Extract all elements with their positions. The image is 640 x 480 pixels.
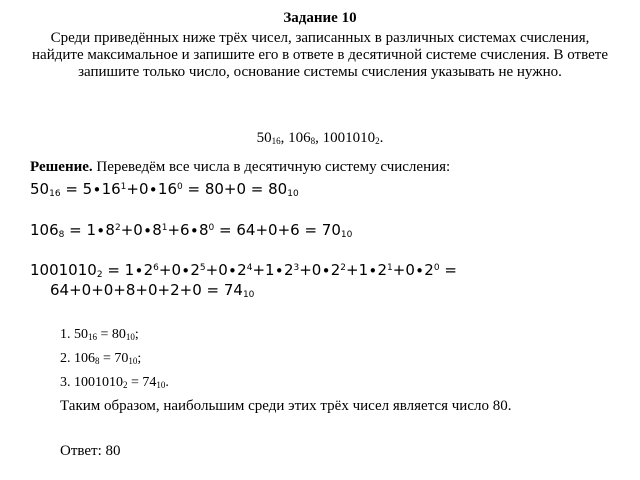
calc-text: +0∙2 [392, 261, 434, 279]
result-sub: 10 [128, 356, 138, 366]
calc-text: +6∙8 [167, 221, 209, 239]
calc-sup: 3 [293, 263, 300, 273]
calc-line-3-continued [50, 281, 254, 300]
calc-sub: 10 [340, 230, 353, 240]
calc-text: +1∙2 [252, 261, 294, 279]
calc-text: +0∙2 [299, 261, 341, 279]
calc-sup: 1 [387, 263, 393, 273]
result-text: ; [137, 351, 142, 366]
result-text: 2. 106 [60, 351, 95, 366]
calc-text: +0∙2 [205, 261, 247, 279]
calc-sup: 4 [246, 263, 253, 273]
result-sub: 2 [123, 380, 128, 390]
calc-line-2 [30, 221, 352, 240]
calc-line-1 [30, 180, 299, 199]
calc-text: = [439, 261, 457, 279]
calc-text: 64+0+0+8+0+2+0 = 74 [50, 281, 243, 299]
calc-sup: 6 [153, 263, 159, 273]
calc-sub: 2 [96, 270, 103, 280]
task-statement: Среди приведённых ниже трёх чисел, записанных в различных системах счисления, найдите максимальное и запишите его в ответе в десятичной системе счисления. В ответе запишите только число, основание системы счисления указывать не нужно. [32, 30, 608, 80]
number-2: 106 [288, 130, 311, 146]
calc-sup: 5 [199, 263, 206, 273]
calc-sup: 2 [114, 223, 121, 233]
calc-text: +0∙8 [120, 221, 162, 239]
result-text: = 80 [97, 327, 126, 342]
calc-text: = 5∙16 [60, 180, 121, 198]
conclusion: Таким образом, наибольшим среди этих трёх чисел является число 80. [60, 398, 512, 414]
result-text: 1. 50 [60, 327, 88, 342]
result-sub: 8 [95, 356, 100, 366]
calc-text: 1001010 [30, 261, 97, 279]
solution-label: Решение. [30, 159, 93, 175]
calc-text: = 80+0 = 80 [182, 180, 288, 198]
result-2 [60, 351, 141, 367]
result-sub: 10 [125, 332, 135, 342]
calc-text: = 1∙2 [102, 261, 154, 279]
number-1: 50 [256, 130, 272, 146]
result-text: 3. 1001010 [60, 375, 123, 390]
number-3: 1001010 [322, 130, 376, 146]
calc-text: +1∙2 [346, 261, 388, 279]
calc-sub: 8 [58, 230, 65, 240]
calc-text: +0∙16 [126, 180, 177, 198]
calc-sub: 10 [287, 189, 299, 199]
result-1 [60, 327, 139, 343]
calc-sup: 0 [177, 182, 183, 192]
separator: , [280, 130, 289, 146]
result-3 [60, 375, 169, 391]
given-numbers [0, 130, 640, 147]
calc-sup: 2 [340, 263, 346, 273]
period: . [379, 130, 384, 146]
calc-sub: 10 [242, 290, 255, 300]
number-3-base: 2 [375, 136, 380, 146]
separator: , [315, 130, 323, 146]
solution-intro: Переведём все числа в десятичную систему счисления: [92, 159, 451, 175]
solution-heading [30, 159, 450, 176]
calc-sup: 1 [161, 223, 168, 233]
result-sub: 10 [156, 380, 166, 390]
calc-text: = 1∙8 [64, 221, 115, 239]
calc-text: +0∙2 [158, 261, 200, 279]
result-text: = 70 [99, 351, 129, 366]
result-text: ; [134, 327, 139, 342]
calc-text: 50 [30, 180, 50, 198]
calc-line-3 [30, 261, 457, 280]
result-text: . [165, 375, 169, 390]
number-1-base: 16 [271, 136, 281, 146]
result-text: = 74 [127, 375, 157, 390]
calc-text: 106 [30, 221, 59, 239]
calc-sup: 1 [120, 182, 127, 192]
result-sub: 16 [88, 332, 97, 342]
task-title: Задание 10 [283, 10, 357, 26]
number-2-base: 8 [310, 136, 316, 146]
calc-sub: 16 [49, 189, 61, 199]
calc-text: = 64+0+6 = 70 [214, 221, 341, 239]
answer: Ответ: 80 [60, 443, 121, 459]
calc-sup: 0 [433, 263, 440, 273]
calc-sup: 0 [208, 223, 215, 233]
